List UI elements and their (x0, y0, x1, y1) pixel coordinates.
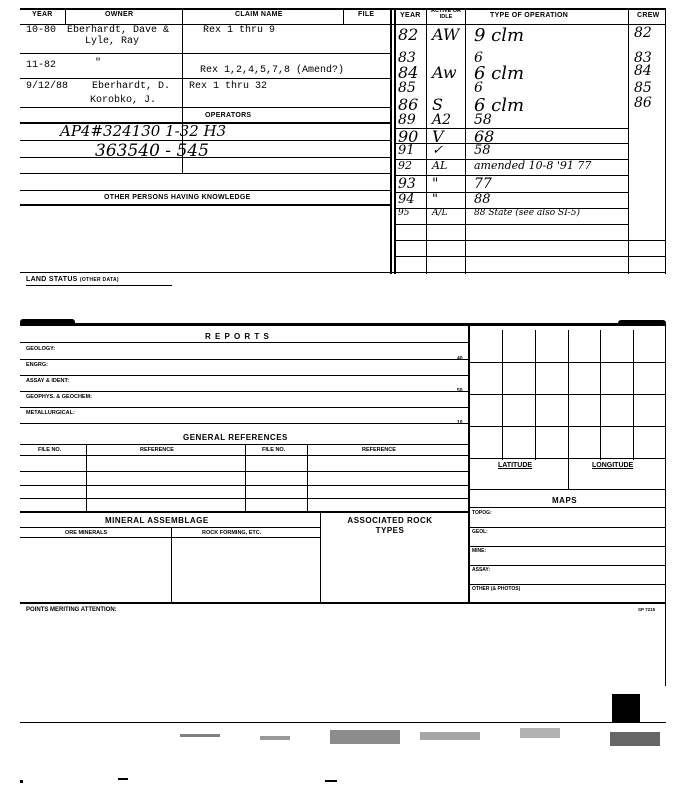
col-line (390, 8, 392, 274)
activity-status: AL (432, 159, 448, 172)
activity-status: V (432, 127, 444, 146)
land-status-label: LAND STATUS (OTHER DATA) (26, 276, 119, 283)
activity-year: 89 (398, 112, 416, 128)
activity-status: AW (432, 25, 460, 44)
owner-name: " (95, 58, 102, 69)
owner-name: Lyle, Ray (85, 36, 140, 47)
col-line (394, 8, 396, 274)
report-row-line (20, 407, 468, 408)
activity-crew: 83 (634, 50, 652, 66)
row-line (20, 107, 390, 108)
report-row-line (20, 359, 468, 360)
ref-col-file-no: FILE NO. (38, 447, 62, 453)
activity-year: 84 (398, 63, 419, 82)
row-line (20, 511, 468, 513)
owner-name: Korobko, J. (90, 95, 157, 106)
maps-row-line (468, 527, 665, 528)
row-line (20, 157, 390, 158)
activity-year: 82 (398, 25, 419, 44)
activity-type: 68 (474, 127, 495, 146)
activity-type: 77 (474, 176, 492, 192)
grid-line (633, 330, 634, 460)
activity-type: 88 (474, 192, 491, 207)
col-line (426, 8, 427, 274)
activity-row-line (394, 175, 628, 176)
maps-row-label: OTHER (& PHOTOS) (472, 586, 521, 592)
activity-type: 88 State (see also SI-5) (474, 208, 581, 218)
row-line (20, 471, 468, 472)
claim-name: Rex 1 thru 9 (203, 25, 276, 36)
grid-line (468, 507, 665, 508)
row-line (20, 444, 468, 445)
report-row-line (20, 375, 468, 376)
maps-row-line (468, 565, 665, 566)
maps-row-label: MINE: (472, 548, 487, 554)
operators-handwriting-2: 363540 - 545 (95, 141, 209, 161)
maps-title: MAPS (552, 496, 578, 505)
activity-row-line (394, 240, 666, 241)
row-line (20, 204, 390, 206)
col-line (465, 8, 466, 274)
grid-line (600, 330, 601, 460)
longitude-label: LONGITUDE (592, 462, 634, 469)
row-line (20, 485, 468, 486)
activity-row-line (394, 128, 628, 129)
activity-year: 86 (398, 95, 419, 114)
associated-rock-types: ASSOCIATED ROCK TYPES (347, 516, 433, 535)
activity-year: 93 (398, 176, 416, 192)
reports-top-rule (20, 323, 666, 326)
rule-blot-left (20, 319, 75, 325)
rock-forming-label: ROCK FORMING, ETC. (202, 530, 262, 536)
maps-row-label: TOPOG: (472, 510, 492, 516)
activity-row-line (394, 192, 628, 193)
row-line (20, 140, 390, 141)
activity-row-line (394, 143, 628, 144)
grid-line (502, 330, 503, 460)
row-line (20, 537, 320, 538)
report-row-label: METALLURGICAL: (26, 410, 75, 416)
activity-type: 6 clm (474, 95, 525, 116)
latitude-label: LATITUDE (498, 462, 533, 469)
grid-line (468, 362, 665, 363)
report-row-label: ENGRG: (26, 362, 48, 368)
claim-name: Rex 1 thru 32 (189, 81, 268, 92)
activity-year: 83 (398, 50, 416, 66)
header-active-idle: ACTIVE OR IDLE (431, 8, 461, 20)
activity-status: A/L (432, 208, 448, 218)
reports-title: R E P O R T S (205, 332, 270, 341)
activity-crew: 84 (634, 63, 652, 79)
col-line (171, 527, 172, 602)
report-row-label: ASSAY & IDENT: (26, 378, 70, 384)
report-row-label: GEOPHYS. & GEOCHEM: (26, 394, 93, 400)
activity-crew: 85 (634, 80, 652, 96)
form-code: SP 7215 (638, 607, 656, 612)
activity-year: 92 (398, 159, 412, 172)
header-year-2: YEAR (400, 12, 421, 19)
row-line (20, 455, 468, 456)
rule-blot-right (618, 320, 666, 326)
header-crew: CREW (637, 12, 660, 19)
col-line (665, 8, 666, 274)
activity-status: A2 (432, 112, 452, 128)
header-file: FILE (358, 11, 375, 18)
activity-year: 90 (398, 127, 419, 146)
report-row-line (20, 391, 468, 392)
general-references-title: GENERAL REFERENCES (183, 433, 288, 442)
claim-name: Rex 1,2,4,5,7,8 (Amend?) (200, 65, 345, 76)
header-type-of-operation: TYPE OF OPERATION (490, 12, 569, 19)
report-row-label: GEOLOGY: (26, 346, 56, 352)
owner-year: 11-82 (26, 60, 57, 71)
activity-type: amended 10-8 '91 77 (474, 159, 592, 172)
row-line (20, 53, 390, 54)
grid-line (665, 326, 666, 686)
activity-type: 6 (474, 50, 483, 66)
activity-year: 91 (398, 143, 415, 158)
col-line (307, 444, 308, 511)
activity-type: 58 (474, 112, 492, 128)
activity-type: 9 clm (474, 25, 525, 46)
activity-status: Aw (432, 63, 457, 82)
activity-status: ✓ (432, 143, 443, 158)
reports-right-border (468, 326, 470, 602)
ore-minerals-label: ORE MINERALS (65, 530, 108, 536)
report-row-number: 10 (457, 420, 463, 426)
activity-year: 95 (398, 208, 410, 218)
black-square-mark (612, 694, 640, 722)
activity-type: 6 (474, 80, 483, 96)
header-claim-name: CLAIM NAME (235, 11, 283, 18)
row-line (20, 190, 390, 191)
activity-year: 85 (398, 80, 416, 96)
grid-line (468, 458, 665, 459)
activity-crew: 82 (634, 25, 652, 41)
maps-row-label: GEOL: (472, 529, 488, 535)
maps-row-line (468, 584, 665, 585)
activity-status: S (432, 95, 443, 114)
header-year: YEAR (32, 11, 53, 18)
maps-row-label: ASSAY: (472, 567, 491, 573)
grid-line (535, 330, 536, 460)
activity-crew: 86 (634, 95, 652, 111)
col-line (343, 8, 344, 24)
maps-row-line (468, 546, 665, 547)
grid-line (468, 394, 665, 395)
activity-type: 58 (474, 143, 491, 158)
activity-status: " (432, 176, 439, 192)
col-line (320, 511, 321, 602)
mineral-assemblage-title: MINERAL ASSEMBLAGE (105, 516, 209, 525)
row-line (20, 527, 320, 528)
owner-year: 10-80 (26, 25, 57, 36)
owner-name: Eberhardt, D. (92, 81, 171, 92)
operators-label: OPERATORS (205, 112, 252, 119)
header-owner: OWNER (105, 11, 134, 18)
grid-line (468, 489, 665, 490)
row-line (20, 342, 468, 343)
activity-row-line (394, 224, 628, 225)
row-line (20, 78, 390, 79)
col-line (65, 8, 66, 24)
activity-status: " (432, 192, 438, 207)
grid-line (468, 426, 665, 427)
activity-row-line (394, 256, 666, 257)
grid-line (568, 330, 569, 490)
row-line (20, 602, 666, 604)
ref-col-reference-2: REFERENCE (362, 447, 396, 453)
row-line (20, 173, 390, 174)
activity-type: 6 clm (474, 63, 525, 84)
col-line (628, 8, 629, 274)
col-line (86, 444, 87, 511)
other-persons-label: OTHER PERSONS HAVING KNOWLEDGE (104, 194, 251, 201)
owner-name: Eberhardt, Dave & (67, 25, 170, 36)
report-row-number: 50 (457, 388, 463, 394)
activity-year: 94 (398, 192, 415, 207)
operators-handwriting-1: AP4#324130 1-32 H3 (60, 122, 227, 140)
scan-noise (0, 722, 678, 804)
report-row-number: 40 (457, 356, 463, 362)
col-line (245, 444, 246, 511)
owner-year: 9/12/88 (26, 81, 69, 92)
points-meriting-attention: POINTS MERITING ATTENTION: (26, 607, 117, 613)
table-bottom (20, 272, 666, 273)
row-line (20, 498, 468, 499)
ref-col-file-no-2: FILE NO. (262, 447, 286, 453)
ref-col-reference: REFERENCE (140, 447, 174, 453)
land-status-underline (26, 285, 172, 286)
report-row-line (20, 423, 468, 424)
